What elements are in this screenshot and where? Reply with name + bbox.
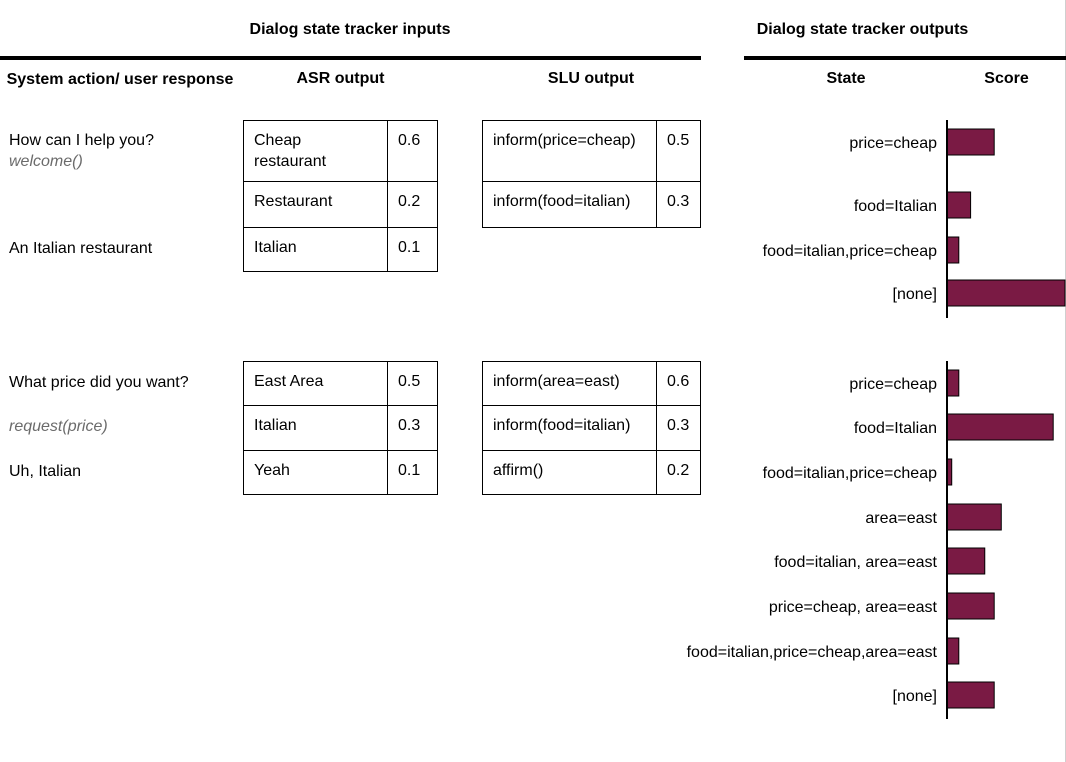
chart1-bar-2 — [947, 192, 971, 218]
turn1-system-act: welcome() — [9, 153, 83, 170]
turn2-slu-score-2: 0.3 — [656, 405, 701, 451]
chart1-state-label-4: [none] — [892, 286, 937, 303]
chart2-state-label-5: food=italian, area=east — [774, 554, 937, 571]
chart2-state-label-1: price=cheap — [849, 376, 937, 393]
chart2-state-label-6: price=cheap, area=east — [768, 599, 937, 616]
turn2-user-utterance: Uh, Italian — [9, 463, 82, 480]
turn1-asr-hyp-2: Restaurant — [243, 181, 388, 228]
chart2-bar-6 — [947, 593, 994, 619]
score-header: Score — [984, 70, 1029, 87]
turn1-asr-hyp-1: Cheap restaurant — [243, 120, 388, 182]
turn1-asr-score-3: 0.1 — [387, 227, 438, 272]
turn1-slu-hyp-1: inform(price=cheap) — [482, 120, 657, 182]
turn2-slu-hyp-1: inform(area=east) — [482, 361, 657, 406]
turn2-system-act: request(price) — [9, 418, 108, 435]
chart2-bar-8 — [947, 682, 994, 708]
chart2-bar-5 — [947, 548, 985, 574]
chart1-state-label-3: food=italian,price=cheap — [762, 243, 937, 260]
turn1-user-utterance: An Italian restaurant — [9, 240, 153, 257]
turn1-asr-hyp-3: Italian — [243, 227, 388, 272]
turn2-asr-score-1: 0.5 — [387, 361, 438, 406]
turn2-slu-hyp-2: inform(food=italian) — [482, 405, 657, 451]
turn2-slu-hyp-3: affirm() — [482, 450, 657, 495]
turn2-system-utterance: What price did you want? — [9, 374, 189, 391]
chart2-state-label-8: [none] — [892, 688, 937, 705]
outputs-header: Dialog state tracker outputs — [756, 21, 969, 38]
chart1-bar-3 — [947, 237, 959, 263]
turn1-asr-score-2: 0.2 — [387, 181, 438, 228]
turn1-slu-score-2: 0.3 — [656, 181, 701, 228]
turn2-asr-hyp-1: East Area — [243, 361, 388, 406]
chart1-state-label-1: price=cheap — [849, 135, 937, 152]
chart1-state-label-2: food=Italian — [853, 198, 937, 215]
state-header: State — [826, 70, 866, 87]
turn2-slu-score-3: 0.2 — [656, 450, 701, 495]
chart1-bar-1 — [947, 129, 994, 155]
chart2-state-label-3: food=italian,price=cheap — [762, 465, 937, 482]
turn2-slu-score-1: 0.6 — [656, 361, 701, 406]
chart2-bar-7 — [947, 638, 959, 664]
system-action-header: System action/ user response — [6, 71, 234, 88]
asr-header: ASR output — [296, 70, 385, 87]
slu-header: SLU output — [547, 70, 635, 87]
turn1-slu-hyp-2: inform(food=italian) — [482, 181, 657, 228]
turn2-asr-score-3: 0.1 — [387, 450, 438, 495]
chart2-bar-4 — [947, 504, 1001, 530]
inputs-header: Dialog state tracker inputs — [249, 21, 451, 38]
chart2-bar-2 — [947, 414, 1053, 440]
turn1-system-utterance: How can I help you? — [9, 132, 154, 149]
chart2-state-label-2: food=Italian — [853, 420, 937, 437]
chart2-state-label-7: food=italian,price=cheap,area=east — [686, 644, 937, 661]
chart2-state-label-4: area=east — [865, 510, 937, 527]
turn2-asr-score-2: 0.3 — [387, 405, 438, 451]
chart1-bar-4 — [947, 280, 1065, 306]
turn1-slu-score-1: 0.5 — [656, 120, 701, 182]
turn2-asr-hyp-2: Italian — [243, 405, 388, 451]
chart2-bar-1 — [947, 370, 959, 396]
turn2-asr-hyp-3: Yeah — [243, 450, 388, 495]
turn1-asr-score-1: 0.6 — [387, 120, 438, 182]
